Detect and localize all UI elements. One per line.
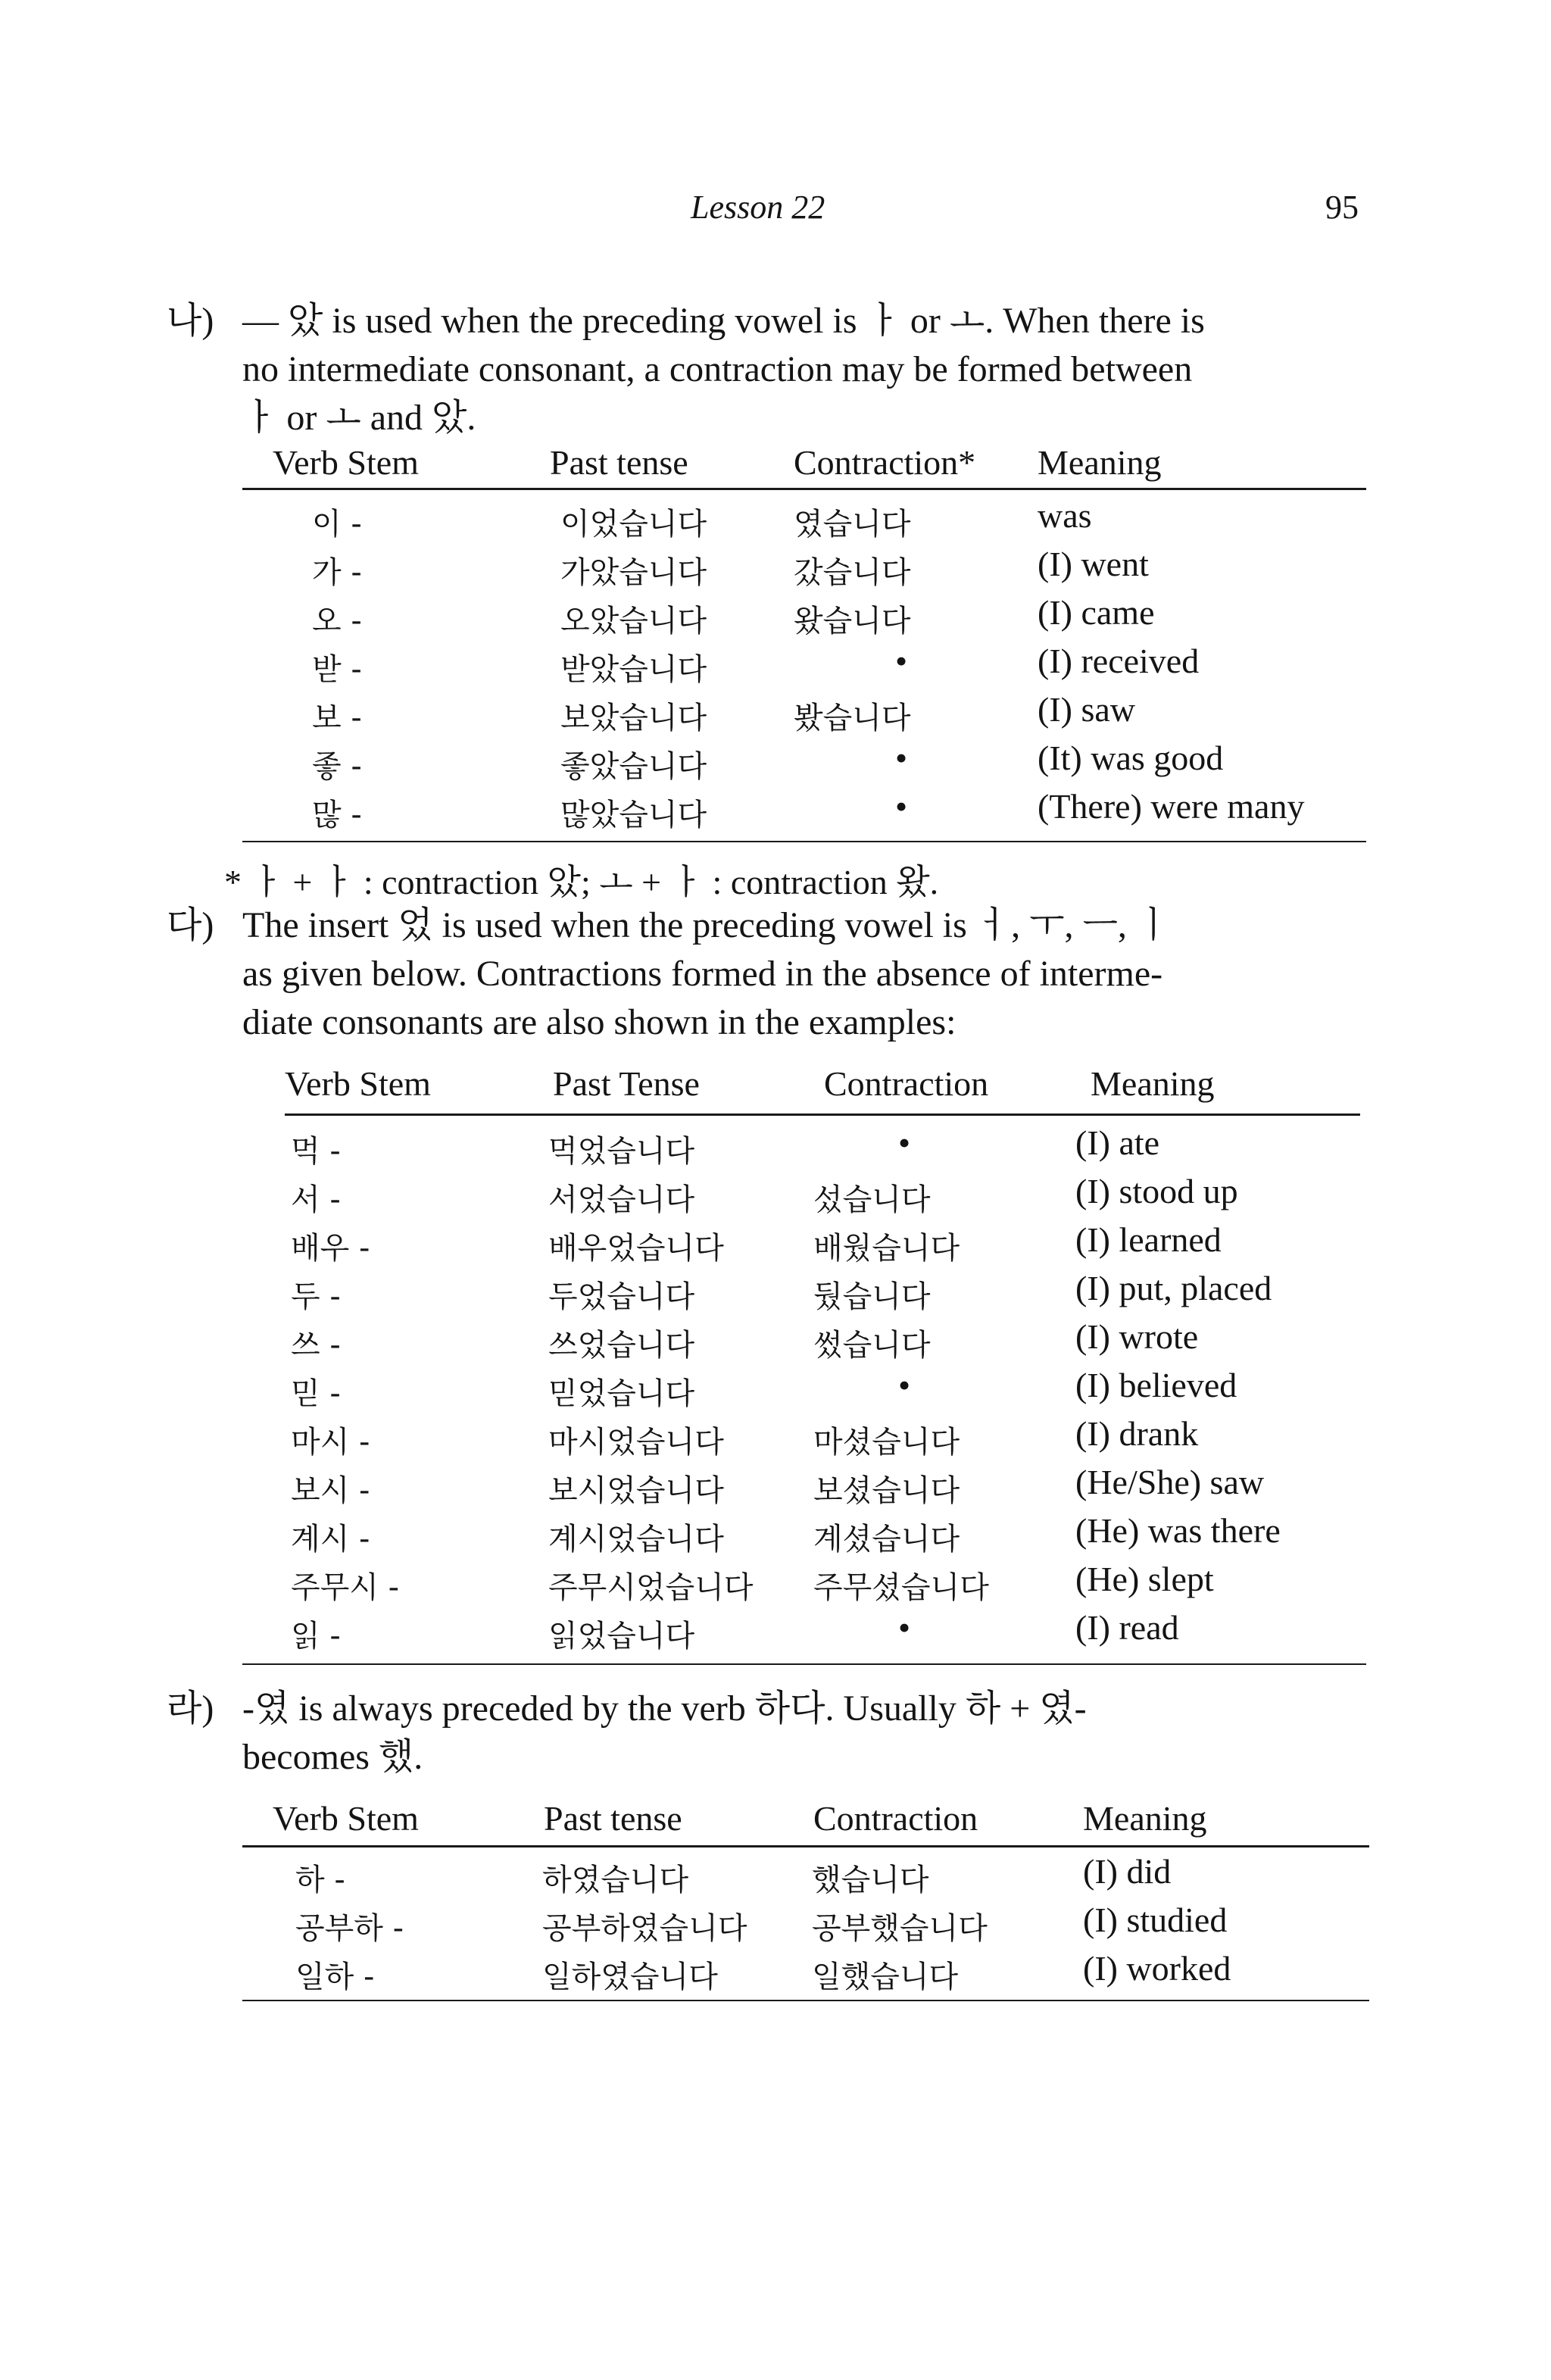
cell-verb-stem: 먹 - (291, 1134, 341, 1169)
cell-verb-stem: 하 - (295, 1863, 345, 1897)
cell-meaning: (It) was good (1038, 739, 1224, 777)
cell-past-tense: 서었습니다 (548, 1182, 695, 1217)
table-row (242, 1413, 1366, 1462)
header-meaning: Meaning (1083, 1799, 1207, 1838)
table-row (242, 1123, 1366, 1171)
table-header-row (242, 442, 1366, 491)
table-row (242, 1510, 1366, 1559)
cell-meaning: (I) drank (1075, 1414, 1199, 1453)
section-text (242, 901, 1378, 1047)
cell-meaning: (I) went (1038, 545, 1149, 583)
table-rule (242, 841, 1366, 842)
cell-meaning: was (1038, 496, 1092, 535)
cell-meaning: (I) read (1075, 1608, 1179, 1647)
cell-past-tense: 오았습니다 (560, 604, 707, 639)
header-past-tense: Past tense (544, 1799, 682, 1838)
cell-verb-stem: 쓰 - (291, 1328, 341, 1363)
section-text (242, 1685, 1378, 1782)
cell-past-tense: 배우었습니다 (548, 1231, 724, 1266)
section-marker: 라) (167, 1688, 214, 1729)
cell-meaning: (I) wrote (1075, 1317, 1199, 1356)
cell-past-tense: 이었습니다 (560, 507, 707, 542)
table-row (242, 1900, 1369, 1948)
table-body (242, 495, 1366, 835)
cell-verb-stem: 받 - (312, 652, 362, 687)
cell-contraction: 왔습니다 (794, 604, 911, 639)
table-1 (242, 442, 1366, 832)
cell-verb-stem: 공부하 - (295, 1911, 404, 1946)
table-row (242, 1220, 1366, 1268)
table-row (242, 786, 1366, 835)
text-line: diate consonants are also shown in the examples: (242, 1002, 957, 1042)
cell-contraction: • (898, 1366, 911, 1404)
text-line: no intermediate consonant, a contraction may be formed between (242, 349, 1193, 389)
cell-verb-stem: 읽 - (291, 1619, 341, 1654)
cell-verb-stem: 두 - (291, 1279, 341, 1314)
cell-contraction: 했습니다 (812, 1863, 929, 1897)
table-row (242, 544, 1366, 592)
cell-verb-stem: 주무시 - (291, 1570, 400, 1605)
cell-contraction: 공부했습니다 (812, 1911, 988, 1946)
section-marker: 나) (167, 301, 214, 341)
text-line: as given below. Contractions formed in the absence of interme- (242, 954, 1163, 994)
cell-verb-stem: 좋 - (312, 749, 362, 784)
table-row (242, 1268, 1366, 1316)
cell-meaning: (I) did (1083, 1852, 1172, 1891)
lesson-title: Lesson 22 (691, 189, 825, 226)
table-row (242, 495, 1366, 544)
cell-contraction: 배웠습니다 (813, 1231, 960, 1266)
cell-past-tense: 하였습니다 (542, 1863, 689, 1897)
header-contraction: Contraction* (794, 443, 976, 482)
table-row (242, 592, 1366, 641)
cell-contraction: 일했습니다 (812, 1960, 959, 1994)
header-verb-stem: Verb Stem (285, 1064, 431, 1103)
cell-past-tense: 좋았습니다 (560, 749, 707, 784)
cell-meaning: (I) ate (1075, 1123, 1160, 1162)
cell-past-tense: 보시었습니다 (548, 1473, 724, 1508)
header-past-tense: Past Tense (553, 1064, 700, 1103)
table-row (242, 689, 1366, 738)
cell-contraction: 계셨습니다 (813, 1522, 960, 1557)
cell-meaning: (I) learned (1075, 1220, 1222, 1259)
cell-meaning: (I) stood up (1075, 1172, 1238, 1210)
cell-contraction: • (895, 642, 908, 680)
header-contraction: Contraction (813, 1799, 978, 1838)
header-meaning: Meaning (1038, 443, 1162, 482)
cell-verb-stem: 일하 - (295, 1960, 375, 1994)
table-row (242, 738, 1366, 786)
cell-verb-stem: 보 - (312, 701, 362, 736)
cell-past-tense: 주무시었습니다 (548, 1570, 754, 1605)
section-text (242, 297, 1378, 442)
text-line: becomes 했. (242, 1737, 423, 1777)
cell-verb-stem: 이 - (312, 507, 362, 542)
text-line: The insert 었 is used when the preceding vowel is ㅓ, ㅜ, ㅡ, ㅣ (242, 905, 1172, 945)
cell-verb-stem: 많 - (312, 798, 362, 832)
cell-verb-stem: 배우 - (291, 1231, 370, 1266)
cell-contraction: 였습니다 (794, 507, 911, 542)
text-line: -였 is always preceded by the verb 하다. Usually 하 + 였- (242, 1688, 1087, 1729)
cell-contraction: 섰습니다 (813, 1182, 931, 1217)
cell-contraction: 썼습니다 (813, 1328, 931, 1363)
cell-verb-stem: 마시 - (291, 1425, 370, 1460)
table-3 (242, 1798, 1369, 1994)
header-verb-stem: Verb Stem (273, 443, 419, 482)
table-body (242, 1123, 1366, 1656)
header-meaning: Meaning (1091, 1064, 1215, 1103)
cell-past-tense: 두었습니다 (548, 1279, 695, 1314)
cell-contraction: 갔습니다 (794, 555, 911, 590)
section-marker: 다) (167, 905, 214, 945)
table-row (242, 1462, 1366, 1510)
cell-contraction: 뒀습니다 (813, 1279, 931, 1314)
cell-verb-stem: 보시 - (291, 1473, 370, 1508)
cell-contraction: 보셨습니다 (813, 1473, 960, 1508)
cell-contraction: • (895, 739, 908, 777)
cell-verb-stem: 서 - (291, 1182, 341, 1217)
footnote: * ㅏ + ㅏ : contraction 았; ㅗ + ㅏ : contraction 왔. (224, 863, 939, 901)
table-row (242, 1365, 1366, 1413)
table-row (242, 1851, 1369, 1900)
table-row (242, 1948, 1369, 1997)
text-line: — 았 is used when the preceding vowel is ㅏ or ㅗ. When there is (242, 301, 1205, 341)
table-body (242, 1851, 1369, 1997)
cell-contraction: 봤습니다 (794, 701, 911, 736)
header-verb-stem: Verb Stem (273, 1799, 419, 1838)
cell-contraction: • (898, 1608, 911, 1647)
cell-meaning: (I) saw (1038, 690, 1135, 729)
header-contraction: Contraction (824, 1064, 989, 1103)
cell-meaning: (I) received (1038, 642, 1200, 680)
cell-past-tense: 보았습니다 (560, 701, 707, 736)
cell-verb-stem: 오 - (312, 604, 362, 639)
cell-contraction: 주무셨습니다 (813, 1570, 989, 1605)
cell-meaning: (I) studied (1083, 1901, 1228, 1939)
table-rule (242, 2000, 1369, 2001)
cell-past-tense: 믿었습니다 (548, 1376, 695, 1411)
cell-past-tense: 가았습니다 (560, 555, 707, 590)
cell-contraction: 마셨습니다 (813, 1425, 960, 1460)
table-header-row (242, 1798, 1369, 1847)
table-row (242, 641, 1366, 689)
cell-past-tense: 먹었습니다 (548, 1134, 695, 1169)
table-rule (242, 488, 1366, 490)
cell-past-tense: 일하였습니다 (542, 1960, 718, 1994)
cell-contraction: • (895, 787, 908, 826)
cell-verb-stem: 가 - (312, 555, 362, 590)
table-2 (242, 1064, 1366, 1654)
table-rule (285, 1113, 1360, 1116)
cell-meaning: (I) came (1038, 593, 1155, 632)
cell-past-tense: 공부하였습니다 (542, 1911, 747, 1946)
table-rule (242, 1663, 1366, 1665)
cell-past-tense: 많았습니다 (560, 798, 707, 832)
cell-past-tense: 마시었습니다 (548, 1425, 724, 1460)
cell-past-tense: 읽었습니다 (548, 1619, 695, 1654)
cell-meaning: (There) were many (1038, 787, 1305, 826)
cell-meaning: (I) believed (1075, 1366, 1237, 1404)
cell-meaning: (I) worked (1083, 1949, 1231, 1988)
table-row (242, 1559, 1366, 1607)
table-row (242, 1171, 1366, 1220)
cell-meaning: (He/She) saw (1075, 1463, 1265, 1501)
cell-contraction: • (898, 1123, 911, 1162)
table-header-row (242, 1064, 1366, 1112)
cell-verb-stem: 계시 - (291, 1522, 370, 1557)
page-number: 95 (1325, 189, 1359, 226)
table-row (242, 1607, 1366, 1656)
text-line: ㅏ or ㅗ and 았. (242, 398, 476, 438)
cell-past-tense: 쓰었습니다 (548, 1328, 695, 1363)
table-row (242, 1316, 1366, 1365)
cell-verb-stem: 믿 - (291, 1376, 341, 1411)
cell-meaning: (He) slept (1075, 1560, 1214, 1598)
running-header (0, 188, 1551, 233)
cell-meaning: (I) put, placed (1075, 1269, 1272, 1307)
cell-meaning: (He) was there (1075, 1511, 1281, 1550)
cell-past-tense: 계시었습니다 (548, 1522, 724, 1557)
header-past-tense: Past tense (550, 443, 688, 482)
cell-past-tense: 받았습니다 (560, 652, 707, 687)
table-rule (242, 1845, 1369, 1847)
